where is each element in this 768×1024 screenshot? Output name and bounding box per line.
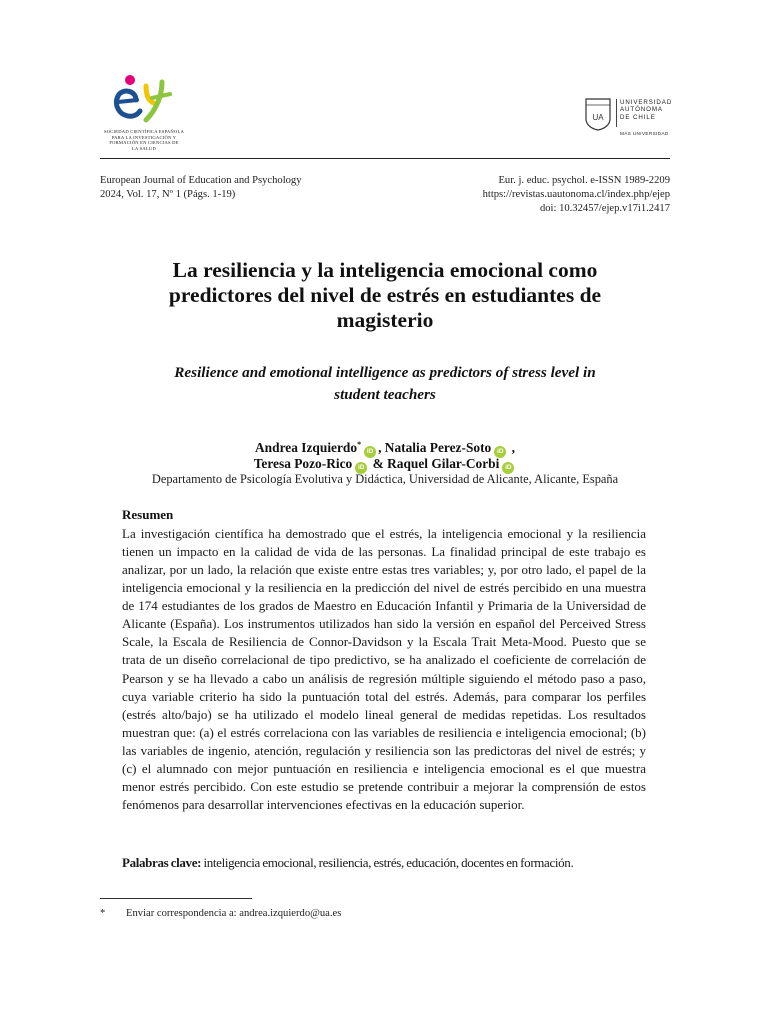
journal-identifiers	[483, 174, 670, 216]
author-separator: ,	[508, 440, 515, 455]
paper-title	[100, 258, 670, 333]
footnote-text: Enviar correspondencia a: andrea.izquierdo@ua.es	[126, 908, 342, 919]
journal-info	[100, 174, 302, 202]
keywords	[122, 854, 646, 872]
author-affiliation: Departamento de Psicología Evolutiva y Didáctica, Universidad de Alicante, Alicante, España	[151, 472, 619, 486]
keywords-text: inteligencia emocional, resiliencia, estrés, educación, docentes en formación.	[201, 855, 574, 870]
header-divider	[100, 158, 670, 159]
author-separator: ,	[378, 440, 385, 455]
author-name: Raquel Gilar-Corbi	[387, 456, 500, 471]
society-text-line: LA SALUD	[132, 145, 156, 151]
society-text-line: FORMACIÓN EN CIENCIAS DE	[109, 140, 179, 146]
title-line: magisterio	[336, 308, 434, 332]
subtitle-line: student teachers	[334, 386, 436, 403]
title-line: predictores del nivel de estrés en estudiantes de	[168, 283, 602, 307]
abstract-heading: Resumen	[122, 507, 174, 522]
footnote-divider	[100, 898, 252, 899]
society-text-line: PARA LA INVESTIGACIÓN Y	[111, 134, 177, 140]
ejep-society-logo-icon	[110, 70, 176, 126]
keywords-label: Palabras clave:	[122, 855, 202, 870]
paper-subtitle	[100, 362, 670, 406]
author-name: Teresa Pozo-Rico	[253, 456, 353, 471]
society-text-line: SOCIEDAD CIENTÍFICA ESPAÑOLA	[104, 129, 184, 134]
abstract-text: La investigación científica ha demostrado que el estrés, la inteligencia emocional y la resiliencia tienen un impacto en la calidad de vida de las personas. La finalidad principal de este trabajo es analizar, por un lado, la relación que existe entre estas tres variables; y, por otro lado, el papel de la inteligencia emocional y la resiliencia en la predicción del nivel de estrés percibido en una muestra de 174 estudiantes de los grados de Maestro en Educación Infantil y Primaria de la Universidad de Alicante (España). Los instrumentos utilizados han sido la versión en español del Perceived Stress Scale, la Escala de Resiliencia de Connor-Davidson y la Escala Trait Meta-Mood. Puesto que se trata de un diseño correlacional de tipo predictivo, se ha analizado el coeficiente de correlación de Pearson y se ha llevado a cabo un análisis de regresión múltiple siguiendo el método paso a paso, cuya variable criterio ha sido la puntuación total del estrés. Además, para comparar los perfiles (estrés alto/bajo) se ha utilizado el modelo lineal general de medidas repetidas. Los resultados muestran que: (a) el estrés correlaciona con las variables de resiliencia e inteligencia emocional; (b) las variables de ingenio, atención, regulación y resiliencia son las predictoras del nivel de estrés; y (c) el alumnado con mejor puntuación en resiliencia e inteligencia emocional es el que muestra menor estrés percibido. Con este estudio se pretende contribuir a mejorar la comprensión de estos fenómenos para desarrollar intervenciones efectivas en la educación superior.	[122, 526, 646, 812]
author-name: Andrea Izquierdo	[255, 440, 358, 455]
logo-divider	[616, 99, 617, 127]
journal-url[interactable]: https://revistas.uautonoma.cl/index.php/ejep	[482, 189, 670, 200]
university-name-line: UNIVERSIDAD	[620, 99, 673, 106]
orcid-icon[interactable]: iD	[494, 446, 506, 458]
society-logo	[100, 70, 190, 151]
subtitle-line: Resilience and emotional intelligence as predictors of stress level in	[174, 364, 596, 381]
orcid-icon[interactable]: iD	[364, 446, 376, 458]
footnote	[100, 907, 341, 921]
title-line: La resiliencia y la inteligencia emocional como	[172, 258, 598, 282]
author-separator: &	[369, 456, 388, 471]
orcid-icon[interactable]: iD	[502, 462, 514, 474]
article-doi[interactable]: doi: 10.32457/ejep.v17i1.2417	[539, 203, 670, 214]
journal-volume: 2024, Vol. 17, Nº 1 (Págs. 1-19)	[100, 189, 236, 200]
university-shield-icon	[584, 97, 612, 131]
footnote-mark: *	[100, 908, 106, 919]
shield-text: UA	[592, 113, 604, 122]
university-tagline: MÁS UNIVERSIDAD	[620, 131, 669, 136]
author-name: Natalia Perez-Soto	[384, 440, 492, 455]
university-name-line: DE CHILE	[620, 113, 656, 121]
journal-name: European Journal of Education and Psychology	[100, 175, 302, 186]
orcid-icon[interactable]: iD	[355, 462, 367, 474]
university-logo	[584, 97, 674, 141]
university-name-line: AUTÓNOMA	[620, 106, 663, 114]
corresponding-mark: *	[357, 440, 362, 449]
journal-issn: Eur. j. educ. psychol. e-ISSN 1989-2209	[498, 175, 670, 186]
